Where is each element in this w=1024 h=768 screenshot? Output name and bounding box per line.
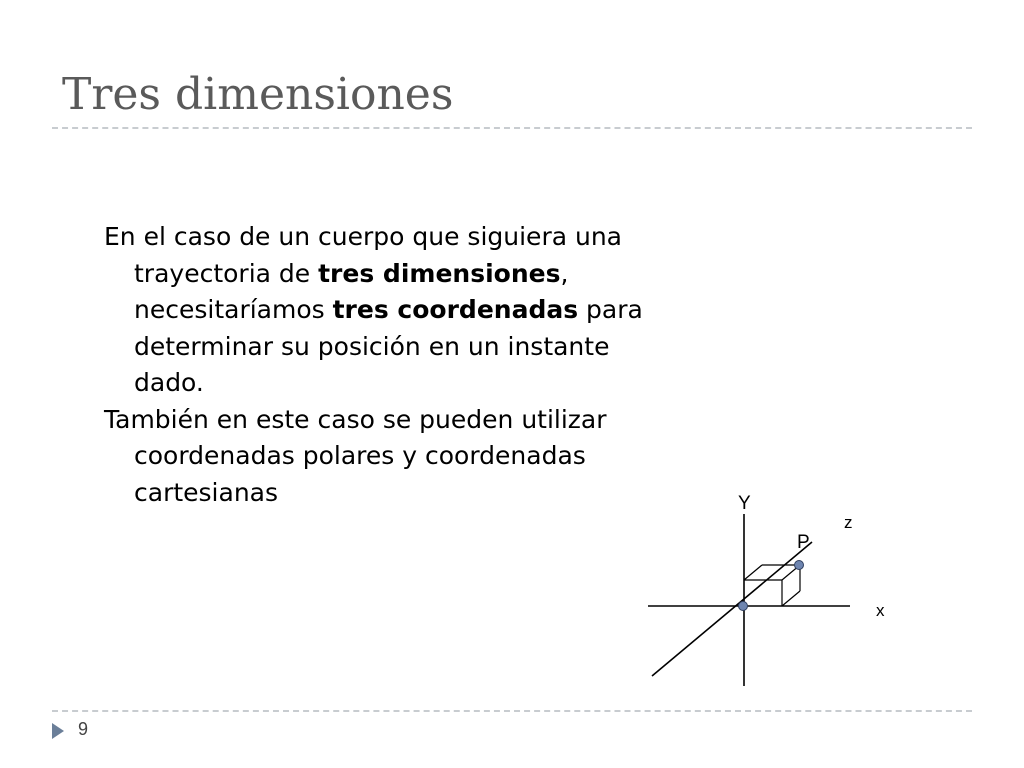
p1-bold-tres-coordenadas: tres coordenadas	[332, 295, 579, 324]
p1-bold-tres-dimensiones: tres dimensiones	[318, 258, 561, 288]
point-p	[795, 561, 804, 570]
title-divider	[52, 127, 972, 129]
slide-body	[104, 219, 664, 511]
footer-divider	[52, 710, 972, 712]
slide-title: Tres dimensiones	[62, 69, 454, 120]
label-z: z	[844, 513, 853, 532]
paragraph-three-dimensions	[104, 219, 664, 402]
page-number: 9	[78, 719, 89, 739]
box-bottom-edge	[782, 591, 800, 606]
label-y: Y	[738, 493, 751, 514]
axes-3d-svg	[640, 484, 900, 694]
p1-text-2: , necesitaríamos	[134, 258, 569, 324]
z-axis	[652, 542, 812, 676]
p1-text-3: para determinar su posición en un instante dado.	[134, 295, 643, 397]
origin-point	[739, 602, 748, 611]
axes-3d-diagram	[640, 484, 900, 698]
footer-triangle-icon	[52, 723, 64, 739]
p1-text-1: En el caso de un cuerpo que siguiera una trayectoria de	[104, 222, 622, 288]
label-p: P	[797, 532, 810, 553]
paragraph-coordinates: También en este caso se pueden utilizar coordenadas polares y coordenadas cartesianas	[104, 404, 607, 507]
box-top-left-edge	[744, 565, 762, 580]
label-x: x	[876, 601, 885, 620]
